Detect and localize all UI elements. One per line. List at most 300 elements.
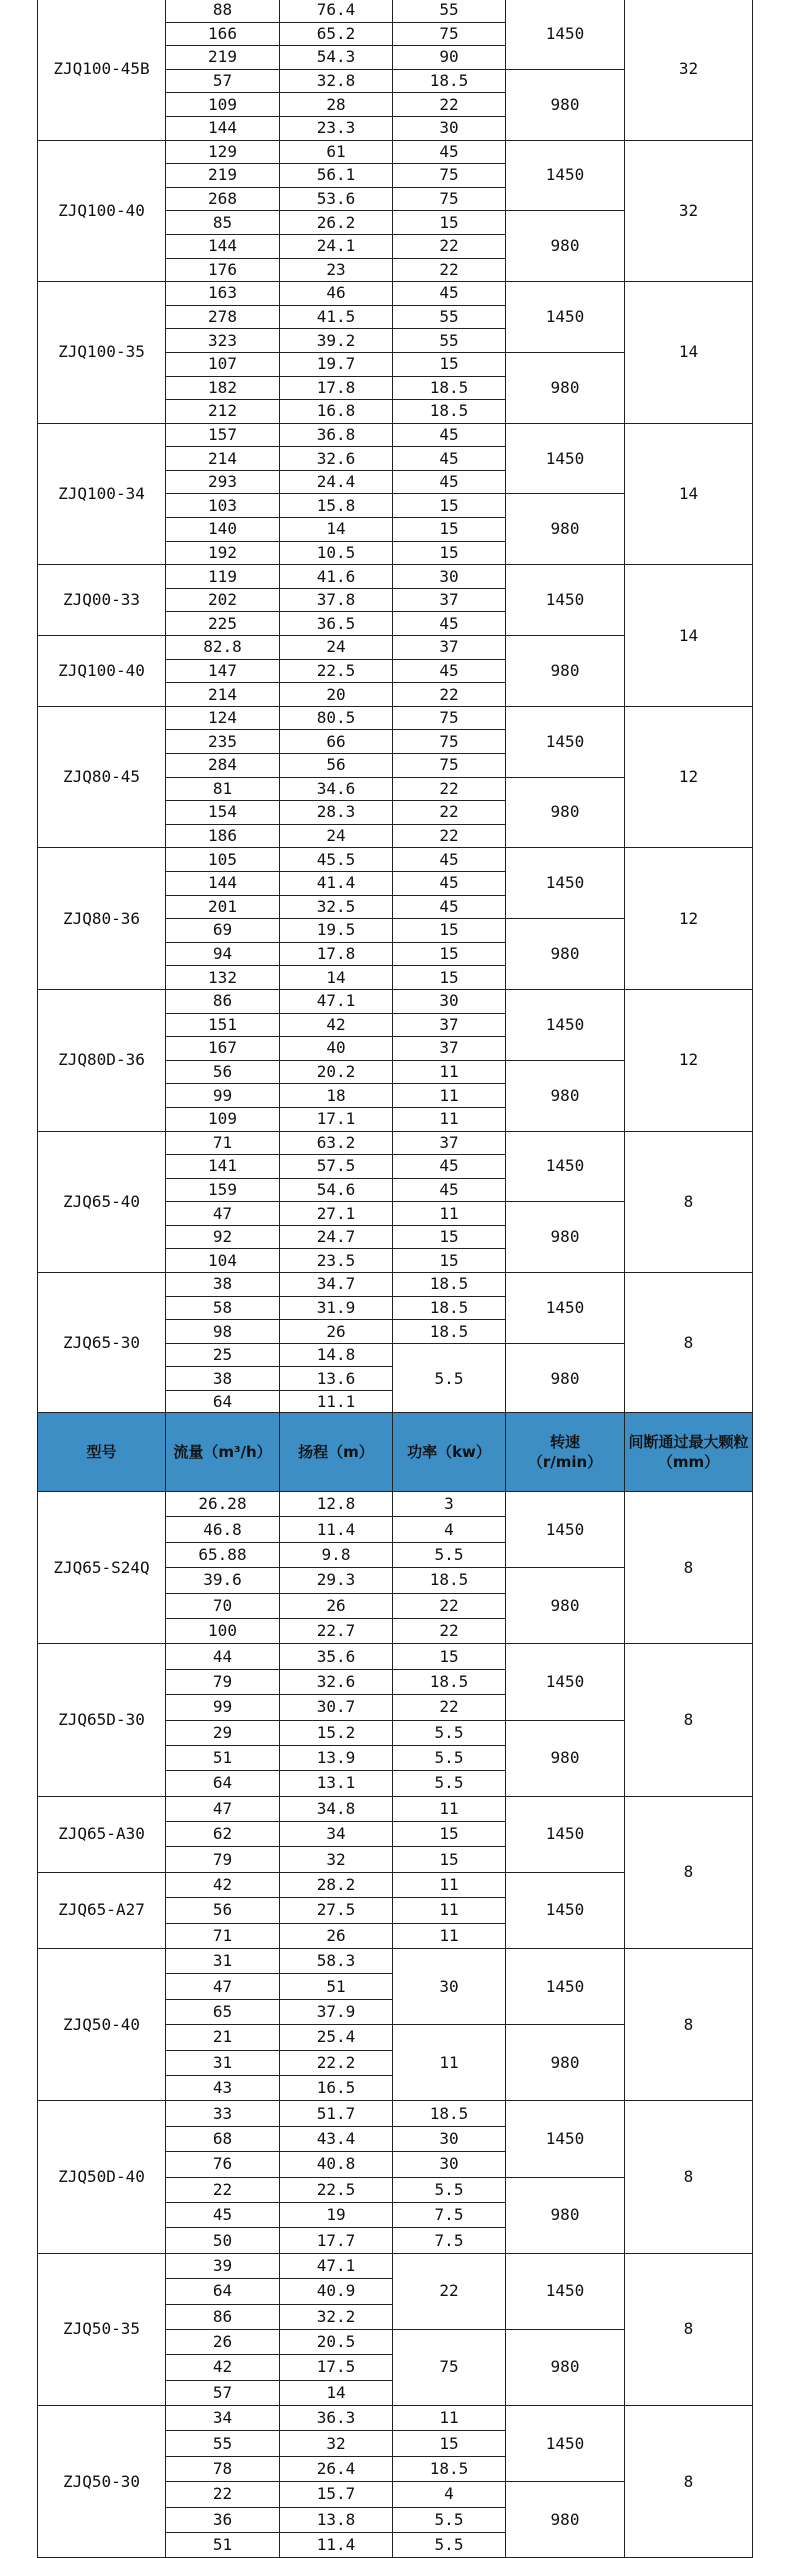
table-row	[38, 706, 753, 730]
power-cell: 45	[393, 612, 506, 636]
model-cell: ZJQ100-40	[38, 636, 166, 707]
table-row	[38, 2406, 753, 2431]
flow-cell: 22	[166, 2177, 280, 2202]
head-cell: 36.8	[280, 423, 393, 447]
power-cell: 15	[393, 1249, 506, 1273]
power-cell: 5.5	[393, 2533, 506, 2558]
power-cell: 18.5	[393, 1669, 506, 1694]
flow-cell: 86	[166, 2304, 280, 2329]
flow-cell: 154	[166, 801, 280, 825]
speed-cell: 980	[506, 2177, 625, 2253]
table-row	[38, 565, 753, 589]
power-cell: 11	[393, 1202, 506, 1226]
head-cell: 63.2	[280, 1131, 393, 1155]
speed-cell: 1450	[506, 565, 625, 636]
power-cell: 4	[393, 1517, 506, 1542]
power-cell: 75	[393, 187, 506, 211]
power-cell: 22	[393, 2253, 506, 2329]
speed-cell: 1450	[506, 1492, 625, 1568]
head-cell: 31.9	[280, 1296, 393, 1320]
power-cell: 5.5	[393, 1745, 506, 1770]
head-cell: 41.5	[280, 305, 393, 329]
head-cell: 80.5	[280, 706, 393, 730]
head-cell: 57.5	[280, 1155, 393, 1179]
flow-cell: 225	[166, 612, 280, 636]
head-cell: 51	[280, 1974, 393, 1999]
speed-cell: 1450	[506, 1872, 625, 1948]
particle-cell: 32	[625, 0, 753, 140]
flow-cell: 147	[166, 659, 280, 683]
flow-cell: 46.8	[166, 1517, 280, 1542]
flow-cell: 65	[166, 1999, 280, 2024]
model-cell: ZJQ100-40	[38, 140, 166, 282]
head-cell: 25.4	[280, 2025, 393, 2050]
power-cell: 45	[393, 895, 506, 919]
power-cell: 15	[393, 966, 506, 990]
flow-cell: 192	[166, 541, 280, 565]
head-cell: 61	[280, 140, 393, 164]
flow-cell: 212	[166, 400, 280, 424]
flow-cell: 64	[166, 1771, 280, 1796]
power-cell: 30	[393, 2126, 506, 2151]
flow-cell: 78	[166, 2456, 280, 2481]
power-cell: 22	[393, 1695, 506, 1720]
power-cell: 5.5	[393, 1343, 506, 1414]
flow-cell: 26	[166, 2329, 280, 2354]
flow-cell: 201	[166, 895, 280, 919]
head-cell: 26.2	[280, 211, 393, 235]
power-cell: 18.5	[393, 1320, 506, 1344]
head-cell: 32.5	[280, 895, 393, 919]
particle-cell: 8	[625, 1492, 753, 1644]
flow-cell: 124	[166, 706, 280, 730]
power-cell: 37	[393, 588, 506, 612]
head-cell: 34.6	[280, 777, 393, 801]
flow-cell: 202	[166, 588, 280, 612]
speed-cell: 980	[506, 636, 625, 707]
head-cell: 28.3	[280, 801, 393, 825]
table-row	[38, 0, 753, 22]
head-cell: 24.1	[280, 234, 393, 258]
model-cell: ZJQ80D-36	[38, 989, 166, 1131]
particle-cell: 12	[625, 989, 753, 1131]
flow-cell: 76	[166, 2152, 280, 2177]
power-cell: 22	[393, 801, 506, 825]
head-cell: 51.7	[280, 2101, 393, 2126]
power-cell: 15	[393, 942, 506, 966]
flow-cell: 42	[166, 1872, 280, 1897]
flow-cell: 33	[166, 2101, 280, 2126]
power-cell: 11	[393, 2025, 506, 2101]
flow-cell: 163	[166, 282, 280, 306]
particle-cell: 8	[625, 2406, 753, 2558]
power-cell: 30	[393, 565, 506, 589]
head-cell: 15.2	[280, 1720, 393, 1745]
power-cell: 18.5	[393, 2456, 506, 2481]
table-row	[38, 1949, 753, 1974]
flow-cell: 45	[166, 2202, 280, 2227]
head-cell: 13.9	[280, 1745, 393, 1770]
head-cell: 34.7	[280, 1273, 393, 1297]
flow-cell: 167	[166, 1037, 280, 1061]
flow-cell: 92	[166, 1225, 280, 1249]
power-cell: 15	[393, 541, 506, 565]
head-cell: 40.8	[280, 2152, 393, 2177]
head-cell: 41.6	[280, 565, 393, 589]
flow-cell: 129	[166, 140, 280, 164]
model-cell: ZJQ50-35	[38, 2253, 166, 2405]
flow-cell: 57	[166, 69, 280, 93]
flow-cell: 68	[166, 2126, 280, 2151]
speed-cell: 980	[506, 1060, 625, 1131]
power-cell: 5.5	[393, 2507, 506, 2532]
speed-cell: 980	[506, 1720, 625, 1796]
head-cell: 47.1	[280, 2253, 393, 2278]
flow-cell: 141	[166, 1155, 280, 1179]
power-cell: 75	[393, 22, 506, 46]
model-cell: ZJQ50D-40	[38, 2101, 166, 2253]
power-cell: 18.5	[393, 1568, 506, 1593]
power-cell: 75	[393, 2329, 506, 2405]
head-cell: 46	[280, 282, 393, 306]
flow-cell: 144	[166, 116, 280, 140]
head-cell: 42	[280, 1013, 393, 1037]
table-row	[38, 1273, 753, 1297]
flow-cell: 55	[166, 2431, 280, 2456]
flow-cell: 62	[166, 1822, 280, 1847]
power-cell: 37	[393, 1037, 506, 1061]
table-row	[38, 989, 753, 1013]
head-cell: 32.6	[280, 1669, 393, 1694]
head-cell: 16.8	[280, 400, 393, 424]
power-cell: 15	[393, 1644, 506, 1669]
model-cell: ZJQ65-A30	[38, 1796, 166, 1872]
model-cell: ZJQ50-30	[38, 2406, 166, 2558]
head-cell: 43.4	[280, 2126, 393, 2151]
speed-cell: 1450	[506, 1796, 625, 1872]
head-cell: 24	[280, 636, 393, 660]
head-cell: 11.4	[280, 1517, 393, 1542]
head-cell: 54.6	[280, 1178, 393, 1202]
power-cell: 11	[393, 1107, 506, 1131]
power-cell: 45	[393, 447, 506, 471]
flow-cell: 100	[166, 1618, 280, 1643]
power-cell: 18.5	[393, 1296, 506, 1320]
power-cell: 45	[393, 871, 506, 895]
head-cell: 47.1	[280, 989, 393, 1013]
flow-cell: 31	[166, 1949, 280, 1974]
flow-cell: 64	[166, 1391, 280, 1415]
head-cell: 22.7	[280, 1618, 393, 1643]
head-cell: 19.7	[280, 352, 393, 376]
flow-cell: 157	[166, 423, 280, 447]
flow-cell: 31	[166, 2050, 280, 2075]
flow-cell: 214	[166, 447, 280, 471]
power-cell: 55	[393, 305, 506, 329]
flow-cell: 278	[166, 305, 280, 329]
head-cell: 65.2	[280, 22, 393, 46]
flow-cell: 47	[166, 1796, 280, 1821]
power-cell: 75	[393, 706, 506, 730]
power-cell: 4	[393, 2482, 506, 2507]
head-cell: 26	[280, 1593, 393, 1618]
head-cell: 14	[280, 2380, 393, 2405]
flow-cell: 70	[166, 1593, 280, 1618]
head-cell: 14.8	[280, 1343, 393, 1367]
head-cell: 56	[280, 754, 393, 778]
particle-cell: 8	[625, 2101, 753, 2253]
speed-cell: 1450	[506, 0, 625, 69]
model-cell: ZJQ100-45B	[38, 0, 166, 140]
power-cell: 45	[393, 470, 506, 494]
flow-cell: 79	[166, 1669, 280, 1694]
flow-cell: 140	[166, 518, 280, 542]
head-cell: 14	[280, 966, 393, 990]
flow-cell: 44	[166, 1644, 280, 1669]
flow-cell: 51	[166, 2533, 280, 2558]
power-cell: 11	[393, 1796, 506, 1821]
power-cell: 15	[393, 1225, 506, 1249]
head-cell: 27.5	[280, 1898, 393, 1923]
head-cell: 23.5	[280, 1249, 393, 1273]
particle-cell: 8	[625, 1949, 753, 2101]
flow-cell: 86	[166, 989, 280, 1013]
particle-cell: 8	[625, 1644, 753, 1796]
flow-cell: 51	[166, 1745, 280, 1770]
flow-cell: 69	[166, 919, 280, 943]
power-cell: 15	[393, 1822, 506, 1847]
power-cell: 5.5	[393, 1542, 506, 1567]
model-cell: ZJQ65D-30	[38, 1644, 166, 1796]
speed-cell: 1450	[506, 140, 625, 211]
table-row	[38, 2253, 753, 2278]
speed-cell: 1450	[506, 2101, 625, 2177]
head-cell: 17.8	[280, 376, 393, 400]
flow-cell: 284	[166, 754, 280, 778]
speed-cell: 1450	[506, 989, 625, 1060]
flow-cell: 29	[166, 1720, 280, 1745]
power-cell: 30	[393, 2152, 506, 2177]
head-cell: 17.5	[280, 2355, 393, 2380]
power-cell: 7.5	[393, 2228, 506, 2253]
head-cell: 26.4	[280, 2456, 393, 2481]
flow-cell: 34	[166, 2406, 280, 2431]
speed-cell: 1450	[506, 1949, 625, 2025]
power-cell: 5.5	[393, 1771, 506, 1796]
flow-cell: 119	[166, 565, 280, 589]
model-cell: ZJQ100-35	[38, 282, 166, 424]
head-cell: 32	[280, 2431, 393, 2456]
flow-cell: 57	[166, 2380, 280, 2405]
head-cell: 28.2	[280, 1872, 393, 1897]
flow-cell: 88	[166, 0, 280, 22]
head-cell: 20.5	[280, 2329, 393, 2354]
speed-cell: 980	[506, 2025, 625, 2101]
head-cell: 17.8	[280, 942, 393, 966]
head-cell: 32	[280, 1847, 393, 1872]
power-cell: 18.5	[393, 376, 506, 400]
flow-cell: 81	[166, 777, 280, 801]
power-cell: 37	[393, 1131, 506, 1155]
flow-cell: 182	[166, 376, 280, 400]
head-cell: 45.5	[280, 848, 393, 872]
flow-cell: 132	[166, 966, 280, 990]
flow-cell: 79	[166, 1847, 280, 1872]
flow-cell: 159	[166, 1178, 280, 1202]
model-cell: ZJQ65-S24Q	[38, 1492, 166, 1644]
head-cell: 13.8	[280, 2507, 393, 2532]
flow-cell: 214	[166, 683, 280, 707]
header-flow: 流量（m³/h）	[166, 1413, 280, 1492]
head-cell: 53.6	[280, 187, 393, 211]
model-cell: ZJQ100-34	[38, 423, 166, 565]
head-cell: 28	[280, 93, 393, 117]
flow-cell: 107	[166, 352, 280, 376]
power-cell: 37	[393, 1013, 506, 1037]
model-cell: ZJQ65-A27	[38, 1872, 166, 1948]
head-cell: 11.1	[280, 1391, 393, 1415]
head-cell: 22.2	[280, 2050, 393, 2075]
head-cell: 23	[280, 258, 393, 282]
flow-cell: 323	[166, 329, 280, 353]
table-row	[38, 282, 753, 306]
speed-cell: 980	[506, 352, 625, 423]
head-cell: 32.8	[280, 69, 393, 93]
particle-cell: 14	[625, 565, 753, 707]
table-row	[38, 1492, 753, 1517]
head-cell: 23.3	[280, 116, 393, 140]
head-cell: 56.1	[280, 164, 393, 188]
head-cell: 19	[280, 2202, 393, 2227]
power-cell: 37	[393, 636, 506, 660]
speed-cell: 1450	[506, 2406, 625, 2482]
flow-cell: 65.88	[166, 1542, 280, 1567]
flow-cell: 56	[166, 1060, 280, 1084]
flow-cell: 25	[166, 1343, 280, 1367]
power-cell: 11	[393, 1872, 506, 1897]
flow-cell: 151	[166, 1013, 280, 1037]
head-cell: 22.5	[280, 2177, 393, 2202]
power-cell: 15	[393, 211, 506, 235]
flow-cell: 219	[166, 164, 280, 188]
power-cell: 15	[393, 919, 506, 943]
head-cell: 26	[280, 1923, 393, 1948]
flow-cell: 166	[166, 22, 280, 46]
particle-cell: 14	[625, 282, 753, 424]
power-cell: 15	[393, 2431, 506, 2456]
pump-spec-table-lower	[37, 1412, 753, 2558]
flow-cell: 43	[166, 2075, 280, 2100]
table-row	[38, 140, 753, 164]
head-cell: 16.5	[280, 2075, 393, 2100]
speed-cell: 980	[506, 919, 625, 990]
header-speed: 转速 （r/min）	[506, 1413, 625, 1492]
head-cell: 26	[280, 1320, 393, 1344]
head-cell: 32.2	[280, 2304, 393, 2329]
model-cell: ZJQ65-40	[38, 1131, 166, 1273]
speed-cell: 980	[506, 211, 625, 282]
flow-cell: 50	[166, 2228, 280, 2253]
speed-cell: 980	[506, 69, 625, 140]
model-cell: ZJQ50-40	[38, 1949, 166, 2101]
power-cell: 3	[393, 1492, 506, 1517]
flow-cell: 99	[166, 1695, 280, 1720]
speed-cell: 980	[506, 2329, 625, 2405]
head-cell: 30.7	[280, 1695, 393, 1720]
power-cell: 22	[393, 93, 506, 117]
flow-cell: 268	[166, 187, 280, 211]
head-cell: 36.3	[280, 2406, 393, 2431]
head-cell: 17.1	[280, 1107, 393, 1131]
particle-cell: 8	[625, 2253, 753, 2405]
head-cell: 27.1	[280, 1202, 393, 1226]
power-cell: 22	[393, 1618, 506, 1643]
head-cell: 13.6	[280, 1367, 393, 1391]
power-cell: 45	[393, 423, 506, 447]
flow-cell: 42	[166, 2355, 280, 2380]
power-cell: 45	[393, 140, 506, 164]
power-cell: 18.5	[393, 1273, 506, 1297]
flow-cell: 64	[166, 2279, 280, 2304]
head-cell: 36.5	[280, 612, 393, 636]
particle-cell: 8	[625, 1273, 753, 1415]
flow-cell: 47	[166, 1202, 280, 1226]
power-cell: 15	[393, 1847, 506, 1872]
particle-cell: 12	[625, 848, 753, 990]
power-cell: 45	[393, 659, 506, 683]
power-cell: 22	[393, 683, 506, 707]
flow-cell: 71	[166, 1131, 280, 1155]
power-cell: 22	[393, 258, 506, 282]
head-cell: 41.4	[280, 871, 393, 895]
power-cell: 5.5	[393, 1720, 506, 1745]
power-cell: 18.5	[393, 400, 506, 424]
flow-cell: 144	[166, 871, 280, 895]
flow-cell: 82.8	[166, 636, 280, 660]
head-cell: 15.7	[280, 2482, 393, 2507]
table-row	[38, 2101, 753, 2126]
power-cell: 22	[393, 777, 506, 801]
head-cell: 10.5	[280, 541, 393, 565]
flow-cell: 103	[166, 494, 280, 518]
head-cell: 66	[280, 730, 393, 754]
power-cell: 75	[393, 164, 506, 188]
speed-cell: 980	[506, 1568, 625, 1644]
model-cell: ZJQ80-36	[38, 848, 166, 990]
head-cell: 54.3	[280, 46, 393, 70]
power-cell: 55	[393, 329, 506, 353]
power-cell: 11	[393, 1923, 506, 1948]
head-cell: 22.5	[280, 659, 393, 683]
power-cell: 30	[393, 1949, 506, 2025]
power-cell: 7.5	[393, 2202, 506, 2227]
header-power: 功率（kw）	[393, 1413, 506, 1492]
flow-cell: 36	[166, 2507, 280, 2532]
head-cell: 20.2	[280, 1060, 393, 1084]
power-cell: 45	[393, 1178, 506, 1202]
flow-cell: 21	[166, 2025, 280, 2050]
head-cell: 76.4	[280, 0, 393, 22]
head-cell: 19.5	[280, 919, 393, 943]
model-cell: ZJQ00-33	[38, 565, 166, 636]
table-row	[38, 1131, 753, 1155]
flow-cell: 235	[166, 730, 280, 754]
power-cell: 15	[393, 352, 506, 376]
head-cell: 20	[280, 683, 393, 707]
head-cell: 34.8	[280, 1796, 393, 1821]
speed-cell: 1450	[506, 1273, 625, 1344]
speed-cell: 1450	[506, 282, 625, 353]
